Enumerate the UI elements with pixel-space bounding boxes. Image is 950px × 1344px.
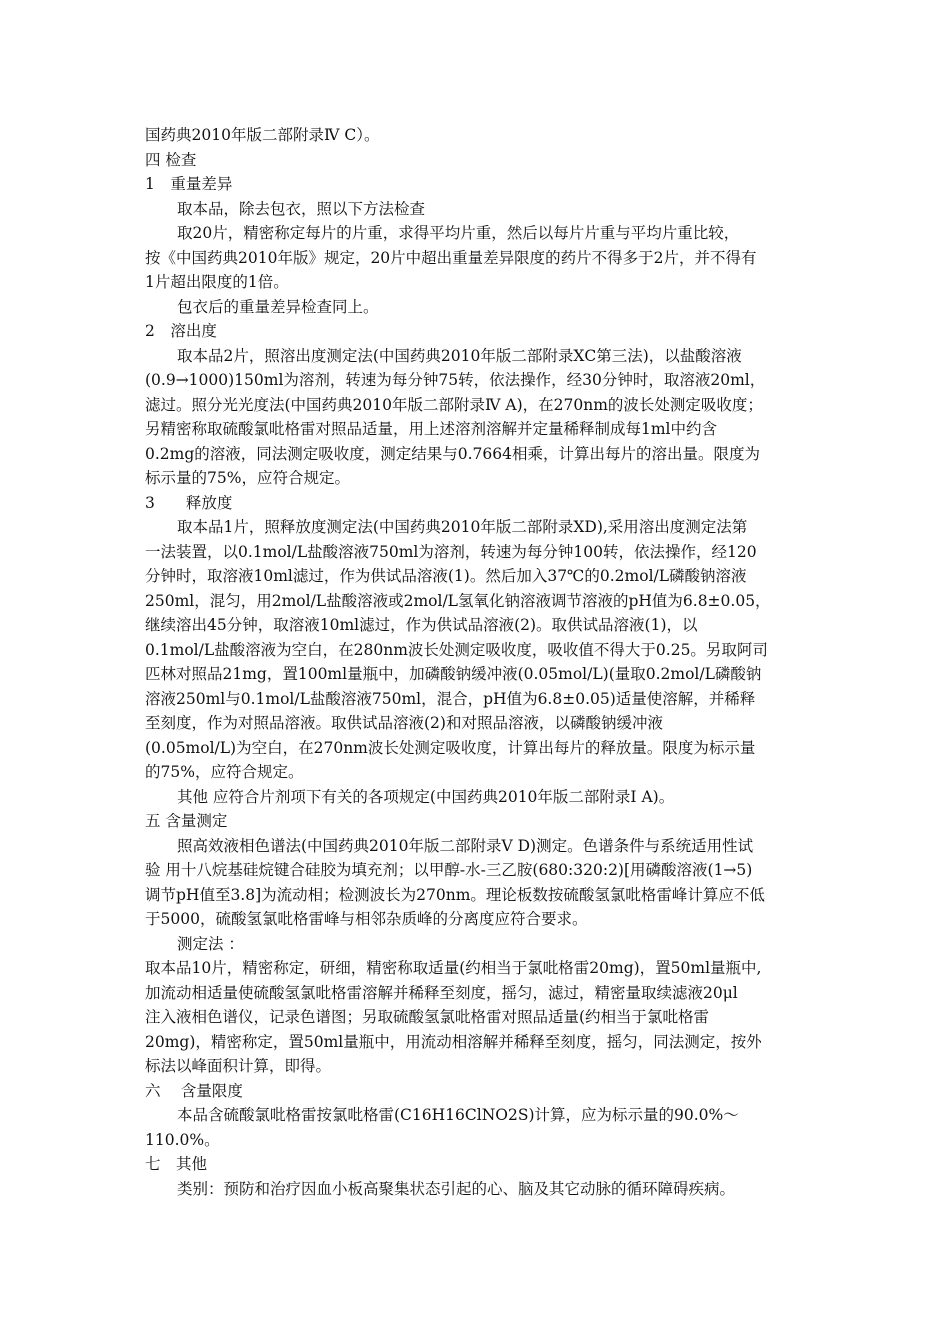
- text-line: 另精密称取硫酸氯吡格雷对照品适量，用上述溶剂溶解并定量稀释制成每1ml中约含: [145, 420, 718, 438]
- text-line: 验 用十八烷基硅烷键合硅胶为填充剂；以甲醇-水-三乙胺(680:320:2)[用磷酸溶液(1→5): [145, 861, 753, 879]
- text-line: 2 溶出度: [145, 322, 217, 340]
- text-line: 取本品，除去包衣，照以下方法检查: [177, 199, 426, 218]
- text-line: 于5000，硫酸氢氯吡格雷峰与相邻杂质峰的分离度应符合要求。: [145, 910, 588, 928]
- text-line: 加流动相适量使硫酸氢氯吡格雷溶解并稀释至刻度，摇匀，滤过，精密量取续滤液20μl: [145, 983, 738, 1002]
- text-line: 七 其他: [145, 1155, 208, 1173]
- text-line: 取本品1片，照释放度测定法(中国药典2010年版二部附录ⅩD),采用溶出度测定法第: [177, 518, 748, 536]
- text-line: 1片超出限度的1倍。: [145, 273, 289, 291]
- text-line: 0.2mg的溶液，同法测定吸收度，测定结果与0.7664相乘，计算出每片的溶出量。限度为: [145, 444, 761, 463]
- text-line: 按《中国药典2010年版》规定，20片中超出重量差异限度的药片不得多于2片，并不得有: [145, 248, 757, 267]
- text-line: 250ml，混匀，用2mol/L盐酸溶液或2mol/L氢氧化钠溶液调节溶液的pH值为6.8±0.05，: [145, 591, 771, 610]
- text-line: (0.9→1000)150ml为溶剂，转速为每分钟75转，依法操作，经30分钟时，取溶液20ml，: [145, 371, 766, 389]
- text-line: 取20片，精密称定每片的片重，求得平均片重，然后以每片片重与平均片重比较，: [177, 224, 740, 242]
- text-line: 标示量的75%，应符合规定。: [145, 469, 350, 487]
- text-line: 其他 应符合片剂项下有关的各项规定(中国药典2010年版二部附录Ⅰ A)。: [177, 787, 675, 806]
- text-line: 包衣后的重量差异检查同上。: [177, 297, 379, 316]
- text-line: 一法装置，以0.1mol/L盐酸溶液750ml为溶剂，转速为每分钟100转，依法操作，经120: [145, 542, 757, 561]
- text-line: 标法以峰面积计算，即得。: [145, 1057, 332, 1075]
- text-line: 分钟时，取溶液10ml滤过，作为供试品溶液(1)。然后加入37℃的0.2mol/L磷酸钠溶液: [145, 567, 747, 585]
- text-line: 六 含量限度: [145, 1081, 243, 1100]
- text-line: 本品含硫酸氯吡格雷按氯吡格雷(C16H16ClNO2S)计算，应为标示量的90.0%～: [177, 1106, 739, 1124]
- text-line: 类别：预防和治疗因血小板高聚集状态引起的心、脑及其它动脉的循环障碍疾病。: [177, 1179, 736, 1198]
- text-line: 0.1mol/L盐酸溶液为空白，在280nm波长处测定吸收度，吸收值不得大于0.25。另取阿司: [145, 640, 768, 659]
- text-line: 至刻度，作为对照品溶液。取供试品溶液(2)和对照品溶液，以磷酸钠缓冲液: [145, 714, 663, 732]
- text-line: 五 含量测定: [145, 812, 228, 830]
- text-line: 取本品10片，精密称定，研细，精密称取适量(约相当于氯吡格雷20mg)，置50ml量瓶中,: [145, 959, 762, 977]
- text-line: 溶液250ml与0.1mol/L盐酸溶液750ml，混合，pH值为6.8±0.05)适量使溶解，并稀释: [145, 689, 756, 708]
- text-line: 测定法 ：: [177, 934, 244, 953]
- text-line: 3 释放度: [145, 493, 233, 512]
- text-line: 调节pH值至3.8]为流动相；检测波长为270nm。理论板数按硫酸氢氯吡格雷峰计算应不低: [145, 885, 765, 904]
- text-line: 注入液相色谱仪，记录色谱图；另取硫酸氢氯吡格雷对照品适量(约相当于氯吡格雷: [145, 1008, 710, 1026]
- text-line: 照高效液相色谱法(中国药典2010年版二部附录Ⅴ D)测定。色谱条件与系统适用性试: [177, 836, 754, 855]
- text-line: 20mg)，精密称定，置50ml量瓶中，用流动相溶解并稀释至刻度，摇匀，同法测定，按外: [145, 1032, 762, 1051]
- text-line: 滤过。照分光光度法(中国药典2010年版二部附录Ⅳ A)，在270nm的波长处测定吸收度；: [145, 395, 763, 414]
- document-body: [145, 123, 810, 1201]
- text-line: 匹林对照品21mg，置100ml量瓶中，加磷酸钠缓冲液(0.05mol/L)(量取0.2mol/L磷酸钠: [145, 665, 762, 683]
- text-line: 国药典2010年版二部附录Ⅳ C）。: [145, 126, 380, 144]
- text-line: 取本品2片，照溶出度测定法(中国药典2010年版二部附录ⅩC第三法)，以盐酸溶液: [177, 346, 742, 365]
- text-line: 四 检查: [145, 150, 197, 169]
- text-line: 1 重量差异: [145, 175, 233, 193]
- text-line: (0.05mol/L)为空白，在270nm波长处测定吸收度，计算出每片的释放量。限度为标示量: [145, 738, 756, 757]
- text-line: 的75%，应符合规定。: [145, 763, 304, 781]
- text-line: 继续溶出45分钟，取溶液10ml滤过，作为供试品溶液(2)。取供试品溶液(1)，以: [145, 616, 698, 634]
- text-line: 110.0%。: [145, 1130, 220, 1149]
